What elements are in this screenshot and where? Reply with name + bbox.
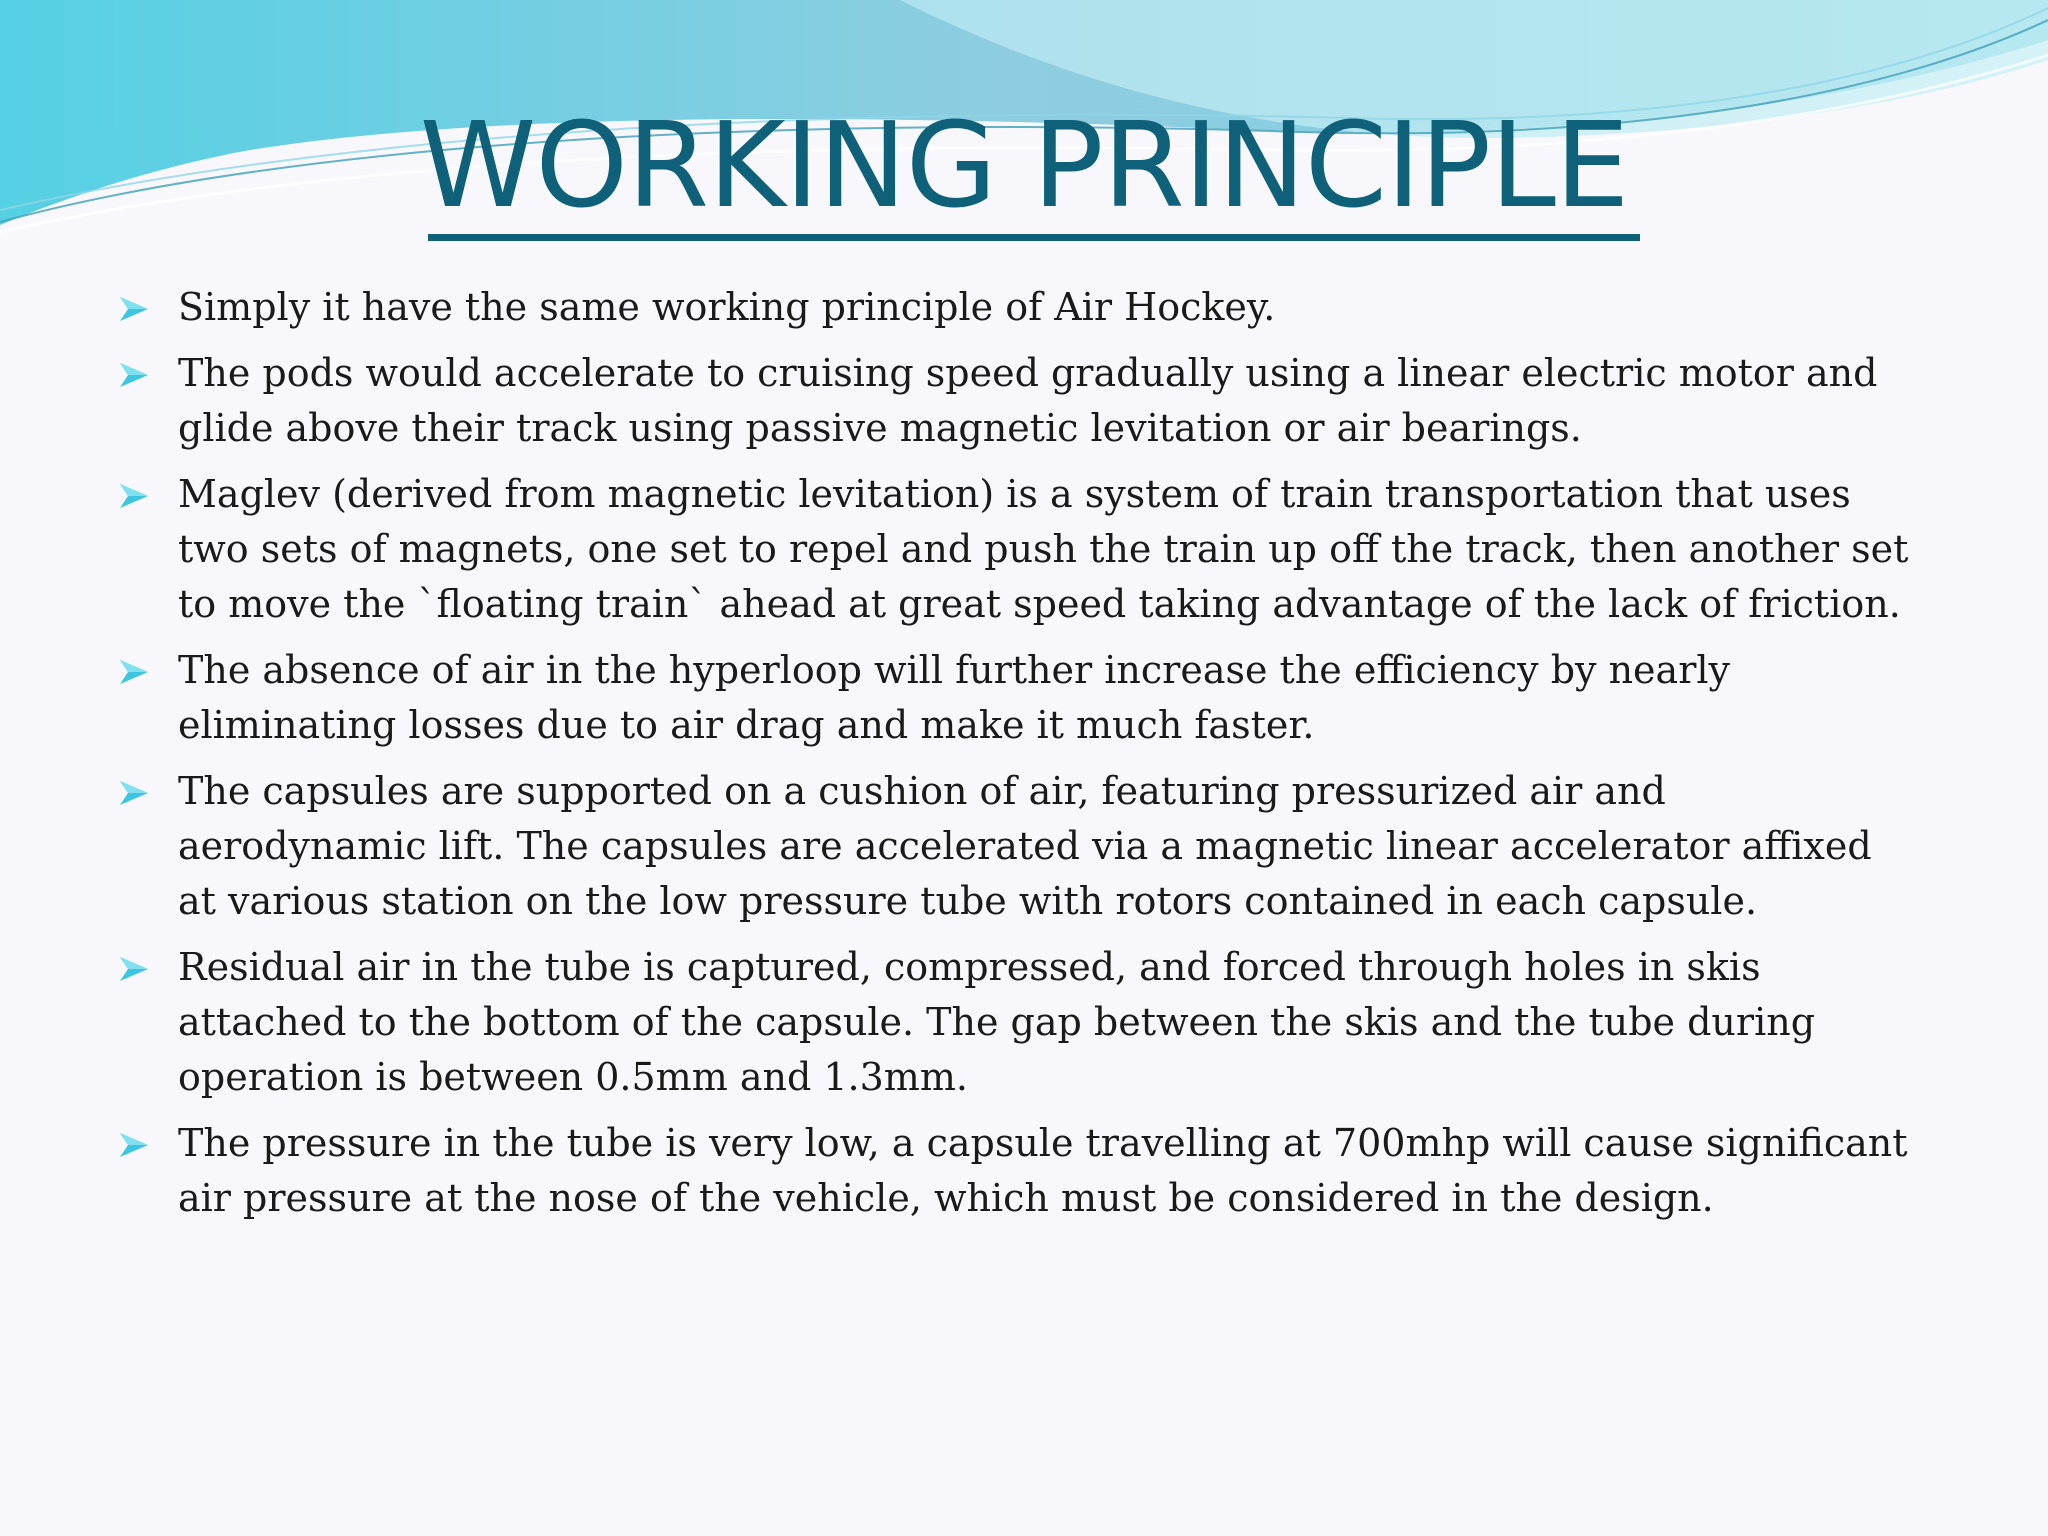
bullet-list	[110, 280, 1910, 1237]
arrow-bullet-icon	[118, 658, 150, 686]
bullet-item	[110, 764, 1910, 929]
bullet-text: Simply it have the same working principle of Air Hockey.	[178, 285, 1276, 329]
bullet-item	[110, 1116, 1910, 1226]
bullet-text: Maglev (derived from magnetic levitation) is a system of train transportation that uses two sets of magnets, one set to repel and push the train up off the track, then another set to move the `floating train` ahead at great speed taking advantage of the lack of friction.	[178, 472, 1909, 626]
arrow-bullet-icon	[118, 779, 150, 807]
bullet-item	[110, 467, 1910, 632]
arrow-bullet-icon	[118, 361, 150, 389]
bullet-text: The pressure in the tube is very low, a capsule travelling at 700mhp will cause significant air pressure at the nose of the vehicle, which must be considered in the design.	[178, 1121, 1908, 1220]
arrow-bullet-icon	[118, 295, 150, 323]
bullet-text: Residual air in the tube is captured, compressed, and forced through holes in skis attached to the bottom of the capsule. The gap between the skis and the tube during operation is between 0.5mm and 1.3mm.	[178, 945, 1816, 1099]
slide-title: WORKING PRINCIPLE	[419, 96, 1629, 234]
arrow-bullet-icon	[118, 482, 150, 510]
bullet-item	[110, 280, 1910, 335]
arrow-bullet-icon	[118, 955, 150, 983]
bullet-text: The absence of air in the hyperloop will further increase the efficiency by nearly eliminating losses due to air drag and make it much faster.	[178, 648, 1730, 747]
bullet-item	[110, 346, 1910, 456]
title-underline	[428, 234, 1640, 241]
arrow-bullet-icon	[118, 1131, 150, 1159]
bullet-item	[110, 643, 1910, 753]
bullet-text: The pods would accelerate to cruising speed gradually using a linear electric motor and glide above their track using passive magnetic levitation or air bearings.	[178, 351, 1878, 450]
bullet-text: The capsules are supported on a cushion of air, featuring pressurized air and aerodynamic lift. The capsules are accelerated via a magnetic linear accelerator affixed at various station on the low pressure tube with rotors contained in each capsule.	[178, 769, 1872, 923]
bullet-item	[110, 940, 1910, 1105]
